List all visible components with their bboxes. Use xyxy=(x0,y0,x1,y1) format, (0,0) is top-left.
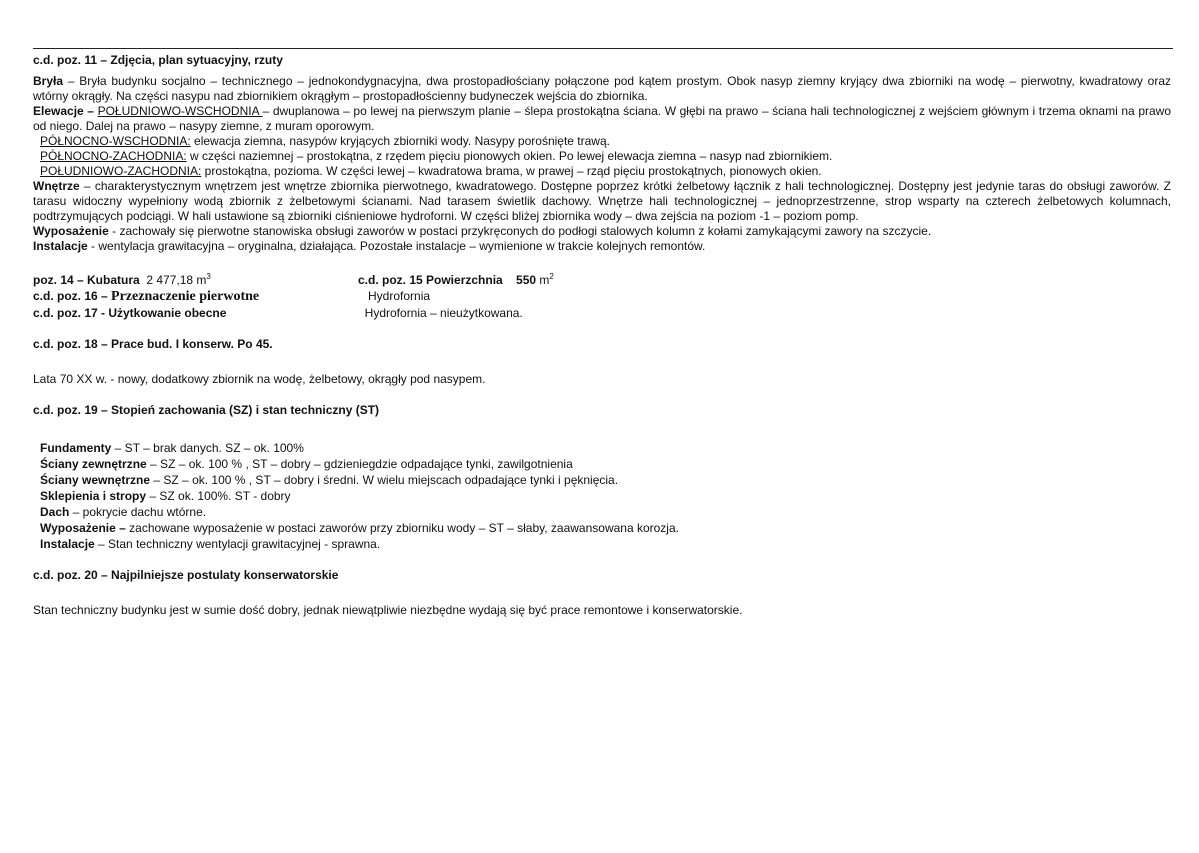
powierzchnia-value: 550 xyxy=(516,273,537,287)
elewacje-paragraph xyxy=(33,104,1171,134)
pd-zach-label: POŁUDNIOWO-ZACHODNIA: xyxy=(40,164,202,178)
list-item-label: Fundamenty xyxy=(40,441,112,455)
pn-zach-paragraph xyxy=(33,149,1171,164)
uzytkowanie-cell xyxy=(33,305,358,321)
section-19-list xyxy=(33,440,1171,552)
list-item-text: – ST – brak danych. SZ – ok. 100% xyxy=(111,441,304,455)
instalacje-text: - wentylacja grawitacyjna – oryginalna, działająca. Pozostałe instalacje – wymienione w trakcie kolejnych remontów. xyxy=(87,239,706,253)
bryla-label: Bryła xyxy=(33,74,64,88)
powierzchnia-unit: m xyxy=(536,273,550,287)
list-item xyxy=(40,504,1171,520)
powierzchnia-cell xyxy=(358,272,1008,288)
pn-wsch-label: PÓŁNOCNO-WSCHODNIA: xyxy=(40,134,191,148)
list-item-text: zachowane wyposażenie w postaci zaworów przy zbiorniku wody – ST – słaby, zaawansowana korozja. xyxy=(125,521,679,535)
uzytkowanie-label: c.d. poz. 17 - Użytkowanie obecne xyxy=(33,306,227,320)
pd-zach-text: prostokątna, pozioma. W części lewej – kwadratowa brama, w prawej – rząd pięciu prostokątnych, pionowych okien. xyxy=(201,164,822,178)
pd-zach-paragraph xyxy=(33,164,1171,179)
list-item-label: Ściany zewnętrzne xyxy=(40,457,147,471)
list-item xyxy=(40,440,1171,456)
section-19-heading: c.d. poz. 19 – Stopień zachowania (SZ) i stan techniczny (ST) xyxy=(33,403,380,417)
list-item-text: – SZ – ok. 100 % , ST – dobry i średni. W wielu miejscach odpadające tynki i pęknięcia. xyxy=(150,473,619,487)
wyposazenie-paragraph xyxy=(33,224,1171,239)
section-18-text: Lata 70 XX w. - nowy, dodatkowy zbiornik na wodę, żelbetowy, okrągły pod nasypem. xyxy=(33,372,486,386)
list-item-label: Instalacje xyxy=(40,537,95,551)
wnetrze-paragraph xyxy=(33,179,1171,224)
instalacje-label: Instalacje xyxy=(33,239,88,253)
section-20-text: Stan techniczny budynku jest w sumie dość dobry, jednak niewątpliwie niezbędne wydają się być prace remontowe i konserwatorskie. xyxy=(33,603,743,617)
list-item-label: Ściany wewnętrzne xyxy=(40,473,151,487)
list-item xyxy=(40,472,1171,488)
przeznaczenie-label: c.d. poz. 16 – xyxy=(33,289,112,303)
uzytkowanie-row xyxy=(33,305,1171,321)
kubatura-cell xyxy=(33,272,358,288)
pn-zach-text: w części naziemnej – prostokątna, z rzędem pięciu pionowych okien. Po lewej elewacja ziemna – nasyp nad zbiornikiem. xyxy=(186,149,833,163)
wnetrze-label: Wnętrze xyxy=(33,179,80,193)
elewacje-label: Elewacje – xyxy=(33,104,98,118)
instalacje-paragraph xyxy=(33,239,1171,254)
list-item-label: Sklepienia i stropy xyxy=(40,489,147,503)
uzytkowanie-value: Hydrofornia – nieużytkowana. xyxy=(364,306,523,320)
kubatura-label: poz. 14 – Kubatura xyxy=(33,273,140,287)
przeznaczenie-value-cell xyxy=(358,288,1008,305)
przeznaczenie-label-big: Przeznaczenie pierwotne xyxy=(111,289,260,304)
pn-zach-label: PÓŁNOCNO-ZACHODNIA: xyxy=(40,149,187,163)
section-11-heading: c.d. poz. 11 – Zdjęcia, plan sytuacyjny, rzuty xyxy=(33,53,283,67)
kubatura-value: 2 477,18 m xyxy=(146,273,207,287)
document-content xyxy=(33,53,1171,618)
pn-wsch-text: elewacja ziemna, nasypów kryjących zbiorniki wody. Nasypy porośnięte trawą. xyxy=(190,134,610,148)
elewacje-direction: POŁUDNIOWO-WSCHODNIA xyxy=(97,104,263,118)
wnetrze-text: – charakterystycznym wnętrzem jest wnętrze zbiornika pierwotnego, kwadratowego. Dostępne poprzez krótki żelbetowy łącznik z hali technologicznej. Dostępny jest jedynie taras do obsługi zaworów. Z tarasu widoczny wypełniony wodą zbiornik z żelbetowymi ścianami. Nad tarasem świetlik dachowy. Wnętrze hali technologicznej – jednoprzestrzenne, strop wsparty na czterech żelbetowych kolumnach, podtrzymujących podciągi. W hali ustawione są zbiorniki ciśnieniowe hydroforni. W części bliżej zbiornika wody – dwa zejścia na poziom -1 – poziom pomp. xyxy=(33,179,1171,223)
pn-wsch-paragraph xyxy=(33,134,1171,149)
kubatura-row xyxy=(33,272,1171,288)
przeznaczenie-row xyxy=(33,288,1171,305)
list-item xyxy=(40,536,1171,552)
elewacje-text: – dwuplanowa – po lewej na pierwszym planie – ślepa prostokątna ściana. W głębi na prawo – ściana hali technologicznej z wejściem głównym i trzema oknami na prawo od niego. Dalej na prawo – nasypy ziemne, z muram oporowym. xyxy=(33,104,1172,133)
list-item xyxy=(40,520,1171,536)
list-item-text: – pokrycie dachu wtórne. xyxy=(69,505,207,519)
list-item xyxy=(40,488,1171,504)
przeznaczenie-value: Hydrofornia xyxy=(368,289,431,303)
wyposazenie-text: - zachowały się pierwotne stanowiska obsługi zaworów w postaci przykręconych do podłogi stalowych kolumn z kołami zamykającymi zawory na szczycie. xyxy=(108,224,932,238)
list-item-text: – Stan techniczny wentylacji grawitacyjnej - sprawna. xyxy=(94,537,381,551)
bryla-paragraph xyxy=(33,74,1171,104)
top-rule xyxy=(33,48,1173,49)
list-item xyxy=(40,456,1171,472)
uzytkowanie-value-cell xyxy=(358,305,1008,321)
powierzchnia-label: c.d. poz. 15 Powierzchnia xyxy=(358,273,503,287)
list-item-text: – SZ ok. 100%. ST - dobry xyxy=(146,489,291,503)
wyposazenie-label: Wyposażenie xyxy=(33,224,109,238)
bryla-text: – Bryła budynku socjalno – technicznego – jednokondygnacyjna, dwa prostopadłościany połączone pod kątem prostym. Obok nasyp ziemny kryjący dwa zbiorniki na wodę – pierwotny, kwadratowy oraz wtórny okrągły. Na części nasypu nad zbiornikiem okrągłym – prostopadłościenny budyneczek wejścia do zbiornika. xyxy=(33,74,1171,103)
list-item-text: – SZ – ok. 100 % , ST – dobry – gdzieniegdzie odpadające tynki, zawilgotnienia xyxy=(146,457,573,471)
section-20-heading: c.d. poz. 20 – Najpilniejsze postulaty konserwatorskie xyxy=(33,568,339,582)
przeznaczenie-cell xyxy=(33,288,358,305)
list-item-label: Dach xyxy=(40,505,70,519)
kubatura-sup: 3 xyxy=(206,272,211,281)
list-item-label: Wyposażenie – xyxy=(40,521,126,535)
section-18-heading: c.d. poz. 18 – Prace bud. I konserw. Po 45. xyxy=(33,337,273,351)
powierzchnia-sup: 2 xyxy=(549,272,554,281)
